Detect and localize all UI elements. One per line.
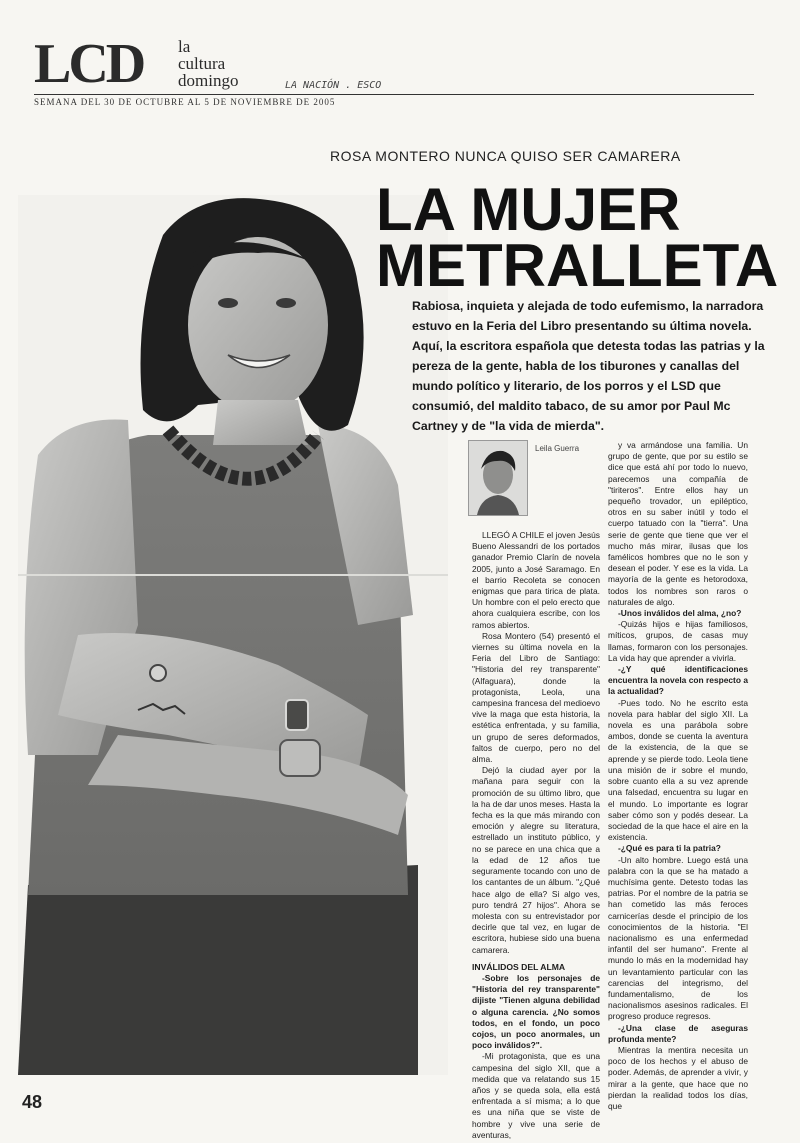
article-headline xyxy=(376,176,779,299)
handwritten-note: LA NACIÓN . ESCO xyxy=(285,80,382,91)
interview-question: -Unos inválidos del alma, ¿no? xyxy=(618,608,742,619)
interview-question: -¿Qué es para ti la patria? xyxy=(618,843,721,854)
article-column-1 xyxy=(472,530,600,1140)
interview-question: -Sobre los personajes de "Historia del rey transparente" dijiste "Tienen alguna debilidad o alguna carencia. ¿No somos todos, en el fondo, un poco cojos, un poco anormales, un poco inválidos?". xyxy=(472,972,600,1051)
masthead-subtitle-line: domingo xyxy=(178,71,239,90)
masthead-subtitle-line: la xyxy=(178,37,191,56)
masthead-logo: LCD xyxy=(34,33,144,95)
body-paragraph: -Un alto hombre. Luego está una palabra con la que se ha matado a muchísima gente. Detesto todas las patrias. Por el nombre de la patria se han cometido las más feroces carnicerías desde el principio de los conocimientos de la historia. "El nacionalismo es una enfermedad infantil del ser humano". Frente al mundo lo más en la modernidad hay un levantamiento particular con las carencias del integrismo, del fundamentalismo, de los nacionalismos asesinos radicales. El progreso produce regresos. xyxy=(608,854,748,1022)
body-paragraph: Dejó la ciudad ayer por la mañana para seguir con la promoción de su último libro, que la ha de dar unos meses. Hasta la fecha es la que más mirando con emoción y alegre su literatura, estrellado un instituto público, y no se parece en una chica que a la edad de 12 años tue seguramente tocando con uno de los cantantes de un álbum. "¿Qué hace algo de ella? Si algo ves, puro tendrá 27 hijos". Ahora se molesta con su entrevistador por decirle que tal vez, en lugar de escritora, hubiese sido una buena camarera. xyxy=(472,765,600,955)
photo-face xyxy=(188,237,328,413)
issue-date: SEMANA DEL 30 DE OCTUBRE AL 5 DE NOVIEMBRE DE 2005 xyxy=(34,97,336,107)
masthead-subtitle-line: cultura xyxy=(178,54,226,73)
article-kicker: ROSA MONTERO NUNCA QUISO SER CAMARERA xyxy=(330,148,681,164)
body-paragraph: y va armándose una familia. Un grupo de gente, que por su estilo se dice que está ahí por todo lo nuevo, parecemos una compañía de "tiriteros". Entre ellos hay un pequeño trovador, un epiléptico, otros en su saber inútil y todo el cuerpo tatuado con la "tierra". Una serie de gente que tiene que ver el mucho más mirar, ilusas que los famélicos hombres que no le son y desean el poder. Y ese es la vida. La mayoría de la gente es hetorodoxa, todos los nombres son raros o naturales de algo. xyxy=(608,440,748,607)
portrait-photo xyxy=(18,195,448,1075)
body-paragraph: -Pues todo. No he escrito esta novela para hablar del siglo XII. La novela es una parábola sobre ambos, donde se cuenta la aventura de la existencia, de la que se aprende y se pierde todo. Leola tiene una misión de ir sobre el mundo, sobre cuanto ella a su vez aprende una falsedad, encuentra su lugar en el mundo. Lo importante es lograr saber cómo son y podés desear. La sociedad de la que hace el aire en la existencia. xyxy=(608,697,748,843)
article-lead: Rabiosa, inquieta y alejada de todo eufemismo, la narradora estuvo en la Feria del Libro presentando su última novela. Aquí, la escritora española que detesta todas las patrias y la pereza de la gente, habla de los tiburones y canallas del mundo político y literario, de los porros y el LSD que consumió, del maldito tabaco, de su amor por Paul Mc Cartney y de "la vida de mierda". xyxy=(412,299,765,433)
page-number: 48 xyxy=(22,1092,43,1112)
masthead-rule xyxy=(34,94,754,95)
byline-portrait-icon xyxy=(469,441,527,515)
headline-line: LA MUJER xyxy=(376,176,681,243)
body-paragraph: Rosa Montero (54) presentó el viernes su última novela en la Feria del Libro de Santiago: "Historia del rey transparente" (Alfaguara), donde la protagonista, Leola, una campesina francesa del medioevo vive la maga que esta historia, la estética enfrentada, y su familia, un grupo de seres deformados, faltos de cuerpo, pero no del alma. xyxy=(472,630,600,765)
photo-skirt xyxy=(18,865,418,1075)
interview-question: -¿Y qué identificaciones encuentra la novela con respecto a la actualidad? xyxy=(608,664,748,697)
body-paragraph: -Mi protagonista, que es una campesina del siglo XII, que a medida que va relatando sus 15 años y se queda sola, ella está enfrentada a sí misma; a lo que es una niña que se viste de hombre y vive una serie de aventuras, xyxy=(472,1051,600,1140)
byline-name: Leila Guerra xyxy=(535,444,580,453)
body-paragraph: -Quizás hijos e hijas familiosos, míticos, grupos, de casas muy llamas, formaron con los personajes. La vida hay que aprender a vivirla. xyxy=(608,619,748,663)
interview-question: -¿Una clase de aseguras profunda mente? xyxy=(608,1022,748,1044)
headline-line: METRALLETA xyxy=(376,232,779,299)
byline-photo xyxy=(468,440,528,516)
article-column-2 xyxy=(608,440,748,1115)
photo-watch xyxy=(286,700,308,730)
section-subheading: INVÁLIDOS DEL ALMA xyxy=(472,961,566,972)
body-paragraph: Mientras la mentira necesita un poco de los hechos y el abuso de poder. Además, de aprender a vivir, y mirar a la gente, que hace que no pierdan la realidad todos los días, que xyxy=(608,1044,748,1111)
masthead-subtitle xyxy=(178,38,238,89)
body-paragraph: LLEGÓ A CHILE el joven Jesús Bueno Alessandri de los portados ganador Premio Clarín de novela 2005, junto a José Saramago. En el barrio Recoleta se conocen enigmas que para tirica de plata. Un hombre con el pelo erecto que ahora cualquiera escribe, con los ramos abiertos. xyxy=(472,530,600,630)
